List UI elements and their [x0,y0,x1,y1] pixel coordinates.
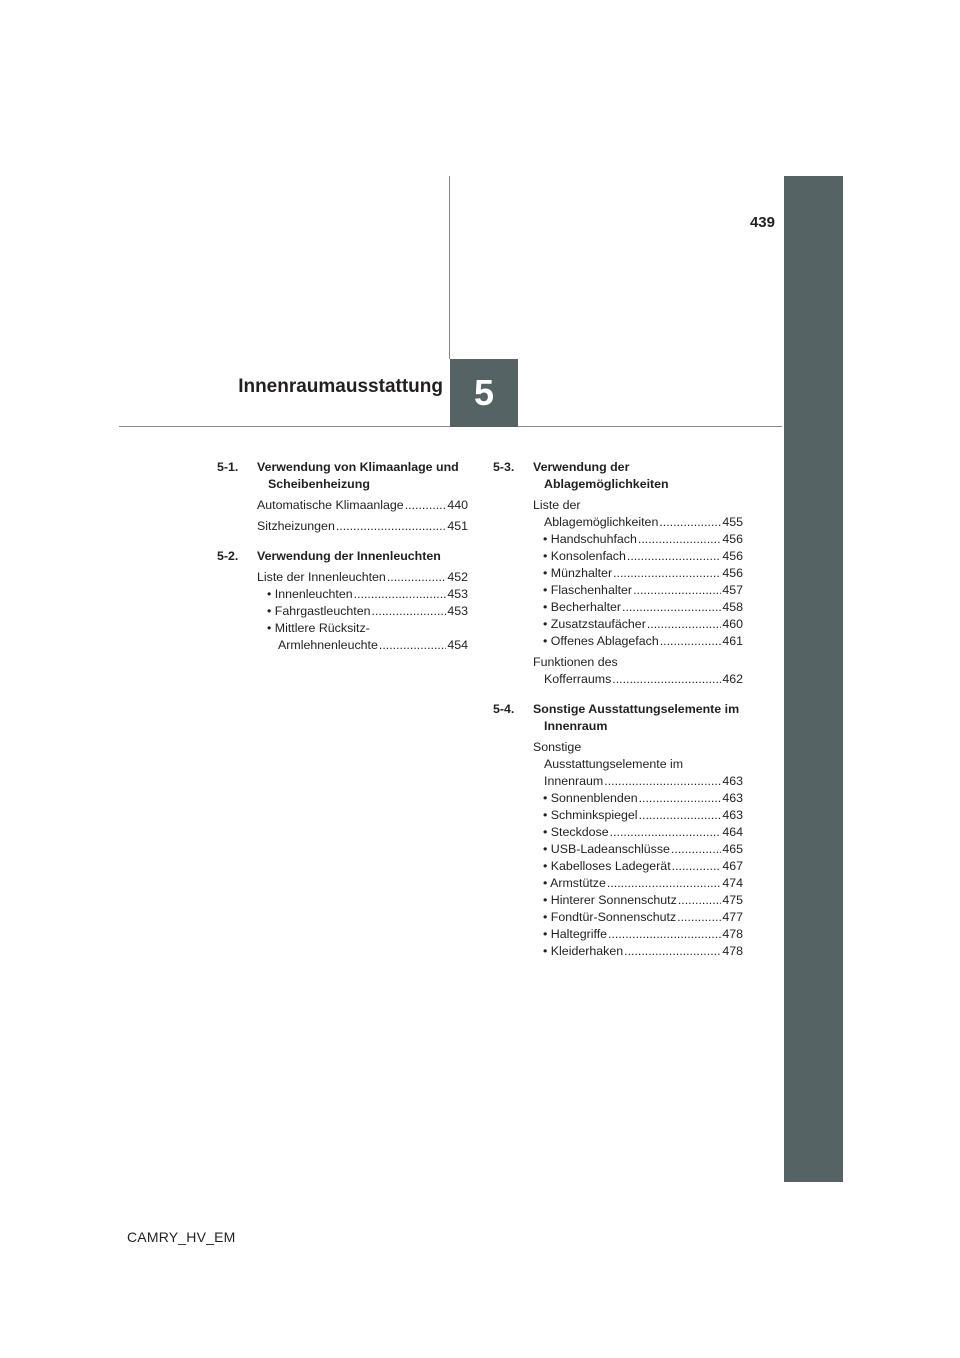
page-number: 439 [749,214,775,231]
leader-dots [671,841,721,858]
toc-entry[interactable] [533,841,743,858]
leader-dots [639,807,722,824]
toc-page-number: 440 [447,498,468,512]
toc-page-number: 478 [722,927,743,941]
toc-entry-line [533,599,743,616]
toc-page-number: 455 [722,515,743,529]
section-title: Sonstige Ausstattungselemente im Innenraum [533,702,740,733]
toc-page-number: 463 [722,808,743,822]
toc-page-number: 454 [447,638,468,652]
toc-entry[interactable] [257,569,468,586]
toc-section-heading [493,459,743,493]
toc-column-right [493,459,743,960]
toc-entry[interactable] [533,875,743,892]
toc-page-number: 453 [447,587,468,601]
toc-entry-line [533,824,743,841]
document-code: CAMRY_HV_EM [127,1229,236,1245]
toc-page-number: 453 [447,604,468,618]
toc-page-number: 462 [722,672,743,686]
toc-entry[interactable] [533,824,743,841]
leader-dots [604,773,721,790]
leader-dots [612,671,721,688]
toc-page-number: 465 [722,842,743,856]
leader-dots [647,616,721,633]
toc-page-number: 464 [722,825,743,839]
section-number: 5-4. [493,702,515,716]
toc-entry-text: Kofferraums [544,672,612,686]
toc-entry[interactable] [533,616,743,633]
toc-section-heading [493,701,743,735]
leader-dots [608,926,721,943]
leader-dots [336,518,446,535]
leader-dots [677,909,721,926]
leader-dots [638,531,721,548]
leader-dots [678,892,721,909]
leader-dots [639,790,722,807]
toc-entry-text: Armlehnenleuchte [278,638,378,652]
toc-entry-line [533,616,743,633]
toc-entry-text: Ausstattungselemente im [544,757,684,771]
toc-page-number: 456 [722,532,743,546]
toc-page-number: 451 [447,519,468,533]
toc-page-number: 467 [722,859,743,873]
toc-section-heading [217,548,468,565]
toc-entry-text: • Offenes Ablagefach [543,634,659,648]
leader-dots [405,497,447,514]
toc-entry-text: • Innenleuchten [267,587,353,601]
toc-entry-text: Sonstige [533,740,582,754]
toc-entry-text: • Schminkspiegel [543,808,638,822]
toc-page-number: 452 [447,570,468,584]
chapter-side-tab [784,176,843,1182]
toc-page-number: 458 [722,600,743,614]
toc-entry-text: • Steckdose [543,825,609,839]
leader-dots [372,603,447,620]
toc-entry-text: • Handschuhfach [543,532,637,546]
toc-entry-line [533,909,743,926]
toc-entry-text: • Hinterer Sonnenschutz [543,893,677,907]
leader-dots [354,586,447,603]
toc-page-number: 456 [722,566,743,580]
toc-entry-text: • Münzhalter [543,566,613,580]
toc-entry-line [533,841,743,858]
toc-entry-text: Innenraum [544,774,604,788]
toc-entry[interactable] [533,633,743,650]
toc-page-number: 478 [722,944,743,958]
toc-page-number: 475 [722,893,743,907]
toc-entry-line [533,633,743,650]
toc-entry[interactable] [533,599,743,616]
section-title: Verwendung der Innenleuchten [257,549,441,563]
toc-page-number: 463 [722,791,743,805]
toc-column-left [217,459,468,654]
toc-entry-text: • Becherhalter [543,600,622,614]
toc-entry-line [257,497,468,514]
toc-entry[interactable] [533,926,743,943]
toc-entry-line [533,807,743,824]
toc-page-number: 456 [722,549,743,563]
toc-entry[interactable] [257,620,468,654]
toc-entry-text: Ablagemöglichkeiten [544,515,659,529]
toc-entry-line [257,569,468,586]
toc-entry[interactable] [533,531,743,548]
toc-entry[interactable] [533,892,743,909]
section-number: 5-2. [217,549,239,563]
section-title: Verwendung der Ablagemöglichkeiten [533,460,669,491]
toc-page-number: 461 [722,634,743,648]
toc-entry-text: Sitzheizungen [257,519,335,533]
toc-entry-line [257,603,468,620]
section-number: 5-3. [493,460,515,474]
leader-dots [607,875,721,892]
toc-page-number: 457 [722,583,743,597]
toc-entry-line [257,637,468,654]
toc-entry-line [533,773,743,790]
toc-entry-line [533,514,743,531]
toc-entry-line [533,926,743,943]
toc-entry[interactable] [533,739,743,790]
toc-entry[interactable] [533,790,743,807]
toc-entry-text: • Kabelloses Ladegerät [543,859,671,873]
header-vertical-rule [449,176,450,359]
toc-entry[interactable] [257,603,468,620]
toc-entry-line [533,875,743,892]
toc-entry-text: • Konsolenfach [543,549,626,563]
toc-entry-text: Liste der Innenleuchten [257,570,386,584]
toc-entry-line [257,586,468,603]
chapter-number-box [450,359,518,427]
leader-dots [660,633,722,650]
toc-entry-line [533,531,743,548]
toc-page-number: 463 [722,774,743,788]
toc-entry-text: • Fahrgastleuchten [267,604,371,618]
toc-entry-text: • Sonnenblenden [543,791,638,805]
toc-entry-text: • Fondtür-Sonnenschutz [543,910,677,924]
chapter-number: 5 [473,372,495,413]
toc-entry-text: Liste der [533,498,581,512]
leader-dots [633,582,721,599]
toc-page-number: 460 [722,617,743,631]
toc-entry-line [533,565,743,582]
leader-dots [613,565,721,582]
toc-entry[interactable] [257,497,468,514]
toc-entry[interactable] [533,943,743,960]
leader-dots [672,858,722,875]
toc-entry[interactable] [533,497,743,531]
toc-entry-line [533,858,743,875]
toc-entry-line [533,943,743,960]
leader-dots [610,824,722,841]
toc-entry-text: Automatische Klimaanlage [257,498,404,512]
toc-entry-text: • Zusatzstaufächer [543,617,646,631]
leader-dots [627,548,721,565]
toc-entry-line [533,790,743,807]
leader-dots [622,599,721,616]
toc-entry[interactable] [533,654,743,688]
leader-dots [387,569,446,586]
toc-entry-text: • Mittlere Rücksitz- [267,621,370,635]
toc-entry-line [533,671,743,688]
chapter-title: Innenraumausstattung [238,376,443,397]
toc-entry[interactable] [257,586,468,603]
toc-entry-line [533,892,743,909]
toc-entry-text: • Kleiderhaken [543,944,624,958]
toc-page-number: 477 [722,910,743,924]
toc-entry[interactable] [533,548,743,565]
toc-entry[interactable] [533,582,743,599]
toc-entry-line [257,518,468,535]
toc-entry-text: • USB-Ladeanschlüsse [543,842,670,856]
toc-entry-line [533,548,743,565]
toc-entry[interactable] [533,858,743,875]
toc-entry[interactable] [257,518,468,535]
leader-dots [379,637,446,654]
section-number: 5-1. [217,460,239,474]
toc-entry-text: • Haltegriffe [543,927,608,941]
section-title: Verwendung von Klimaanlage und Scheibenheizung [257,460,459,491]
toc-entry-text: Funktionen des [533,655,618,669]
leader-dots [659,514,721,531]
toc-entry-line [533,582,743,599]
toc-entry[interactable] [533,807,743,824]
leader-dots [624,943,721,960]
toc-entry-text: • Armstütze [543,876,606,890]
toc-entry[interactable] [533,909,743,926]
toc-entry-text: • Flaschenhalter [543,583,633,597]
toc-section-heading [217,459,468,493]
toc-entry[interactable] [533,565,743,582]
toc-page-number: 474 [722,876,743,890]
